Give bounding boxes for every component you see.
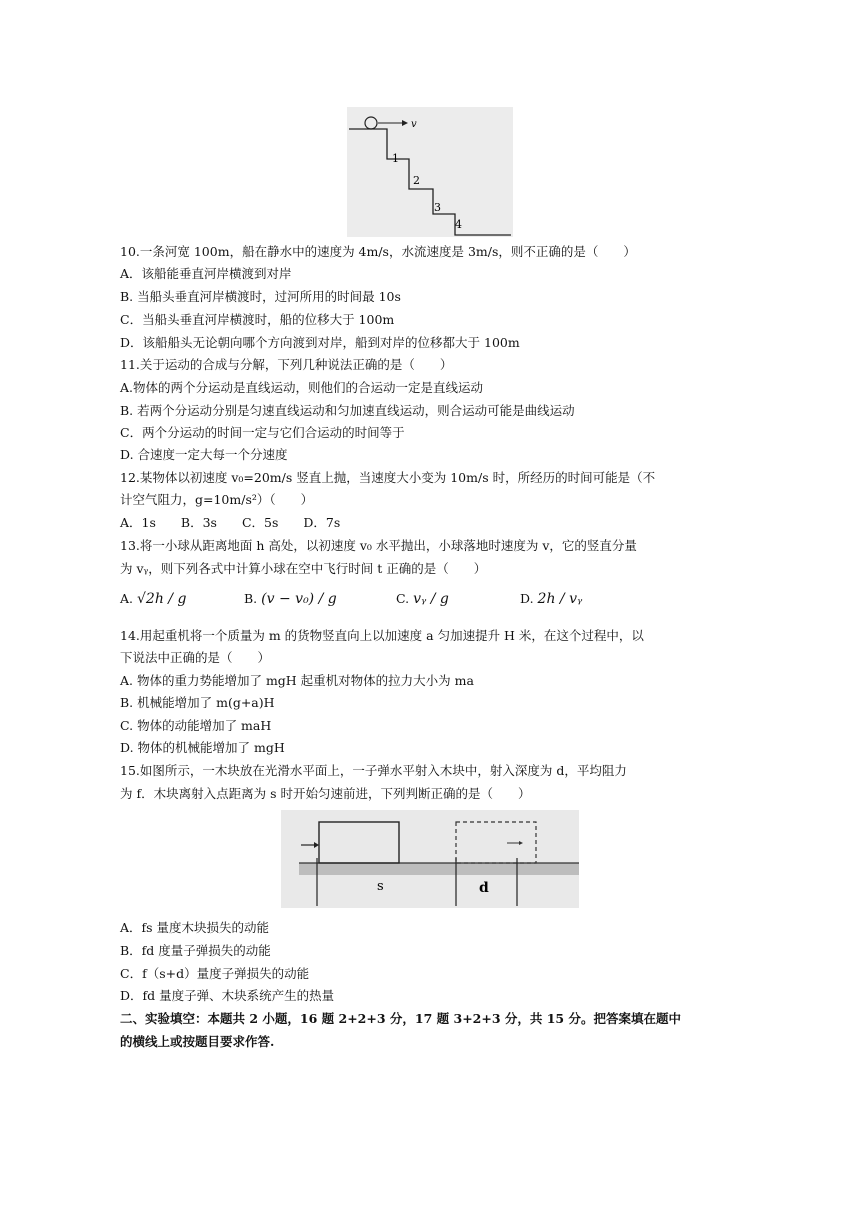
q11-option-a: A.物体的两个分运动是直线运动，则他们的合运动一定是直线运动: [120, 380, 484, 395]
q11-stem: 11.关于运动的合成与分解，下列几种说法正确的是（ ）: [120, 357, 453, 372]
q10-stem: 10.一条河宽 100m，船在静水中的速度为 4m/s，水流速度是 3m/s，则不正确的是（ ）: [120, 244, 636, 259]
q11-option-d: D. 合速度一定大每一个分速度: [120, 447, 288, 462]
q11-option-c: C．两个分运动的时间一定与它们合运动的时间等于: [120, 425, 405, 440]
q12-stem-line1: 12.某物体以初速度 v₀=20m/s 竖直上抛，当速度大小变为 10m/s 时，所经历的时间可能是（不: [120, 470, 656, 485]
q15-option-d: D．fd 量度子弹、木块系统产生的热量: [120, 988, 335, 1003]
section2-heading-line2: 的横线上或按题目要求作答.: [120, 1034, 275, 1049]
step-label-4: 4: [455, 218, 462, 231]
q12-stem-line2: 计空气阻力，g=10m/s²）（ ）: [120, 492, 314, 507]
q10-option-a: A．该船能垂直河岸横渡到对岸: [120, 266, 292, 281]
q15-stem-line1: 15.如图所示，一木块放在光滑水平面上，一子弹水平射入木块中，射入深度为 d，平均阻力: [120, 763, 627, 778]
q13-option-a: A. √2h / g: [120, 591, 187, 607]
q15-option-b: B．fd 度量子弹损失的动能: [120, 943, 271, 958]
q10-option-d: D．该船船头无论朝向哪个方向渡到对岸，船到对岸的位移都大于 100m: [120, 335, 520, 350]
step-label-2: 2: [413, 174, 420, 187]
q14-stem-line1: 14.用起重机将一个质量为 m 的货物竖直向上以加速度 a 匀加速提升 H 米，在这个过程中，以: [120, 628, 644, 643]
q15-option-c: C．f（s+d）量度子弹损失的动能: [120, 966, 310, 981]
q10-option-b: B. 当船头垂直河岸横渡时，过河所用的时间最 10s: [120, 289, 401, 304]
velocity-label: v: [411, 119, 417, 130]
staircase-figure: [347, 107, 513, 237]
q14-option-c: C. 物体的动能增加了 maH: [120, 718, 272, 733]
q15-option-a: A．fs 量度木块损失的动能: [120, 920, 270, 935]
q10-option-c: C．当船头垂直河岸横渡时，船的位移大于 100m: [120, 312, 395, 327]
step-label-3: 3: [434, 201, 441, 214]
q13-option-b: B. (v − v₀) / g: [244, 591, 337, 607]
depth-d-label: d: [479, 880, 489, 896]
step-label-1: 1: [392, 152, 399, 165]
q13-stem-line2: 为 vᵧ，则下列各式中计算小球在空中飞行时间 t 正确的是（ ）: [120, 561, 487, 576]
q14-option-d: D. 物体的机械能增加了 mgH: [120, 740, 285, 755]
q13-stem-line1: 13.将一小球从距离地面 h 高处，以初速度 v₀ 水平抛出，小球落地时速度为 v，它的竖直分量: [120, 538, 637, 553]
q13-option-d: D. 2h / vᵧ: [520, 591, 583, 607]
distance-s-label: s: [377, 879, 384, 894]
q12-options: A．1s B．3s C．5s D．7s: [120, 515, 341, 530]
q13-option-c: C. vᵧ / g: [396, 591, 449, 607]
q15-stem-line2: 为 f．木块离射入点距离为 s 时开始匀速前进，下列判断正确的是（ ）: [120, 786, 531, 801]
q14-option-a: A. 物体的重力势能增加了 mgH 起重机对物体的拉力大小为 ma: [120, 673, 474, 688]
q11-option-b: B. 若两个分运动分别是匀速直线运动和匀加速直线运动，则合运动可能是曲线运动: [120, 403, 575, 418]
section2-heading-line1: 二、实验填空：本题共 2 小题，16 题 2+2+3 分，17 题 3+2+3 分，共 15 分。把答案填在题中: [120, 1011, 681, 1026]
q14-option-b: B. 机械能增加了 m(g+a)H: [120, 695, 275, 710]
q14-stem-line2: 下说法中正确的是（ ）: [120, 650, 271, 665]
q13-options: [120, 591, 720, 611]
block-bullet-figure: [281, 810, 579, 908]
